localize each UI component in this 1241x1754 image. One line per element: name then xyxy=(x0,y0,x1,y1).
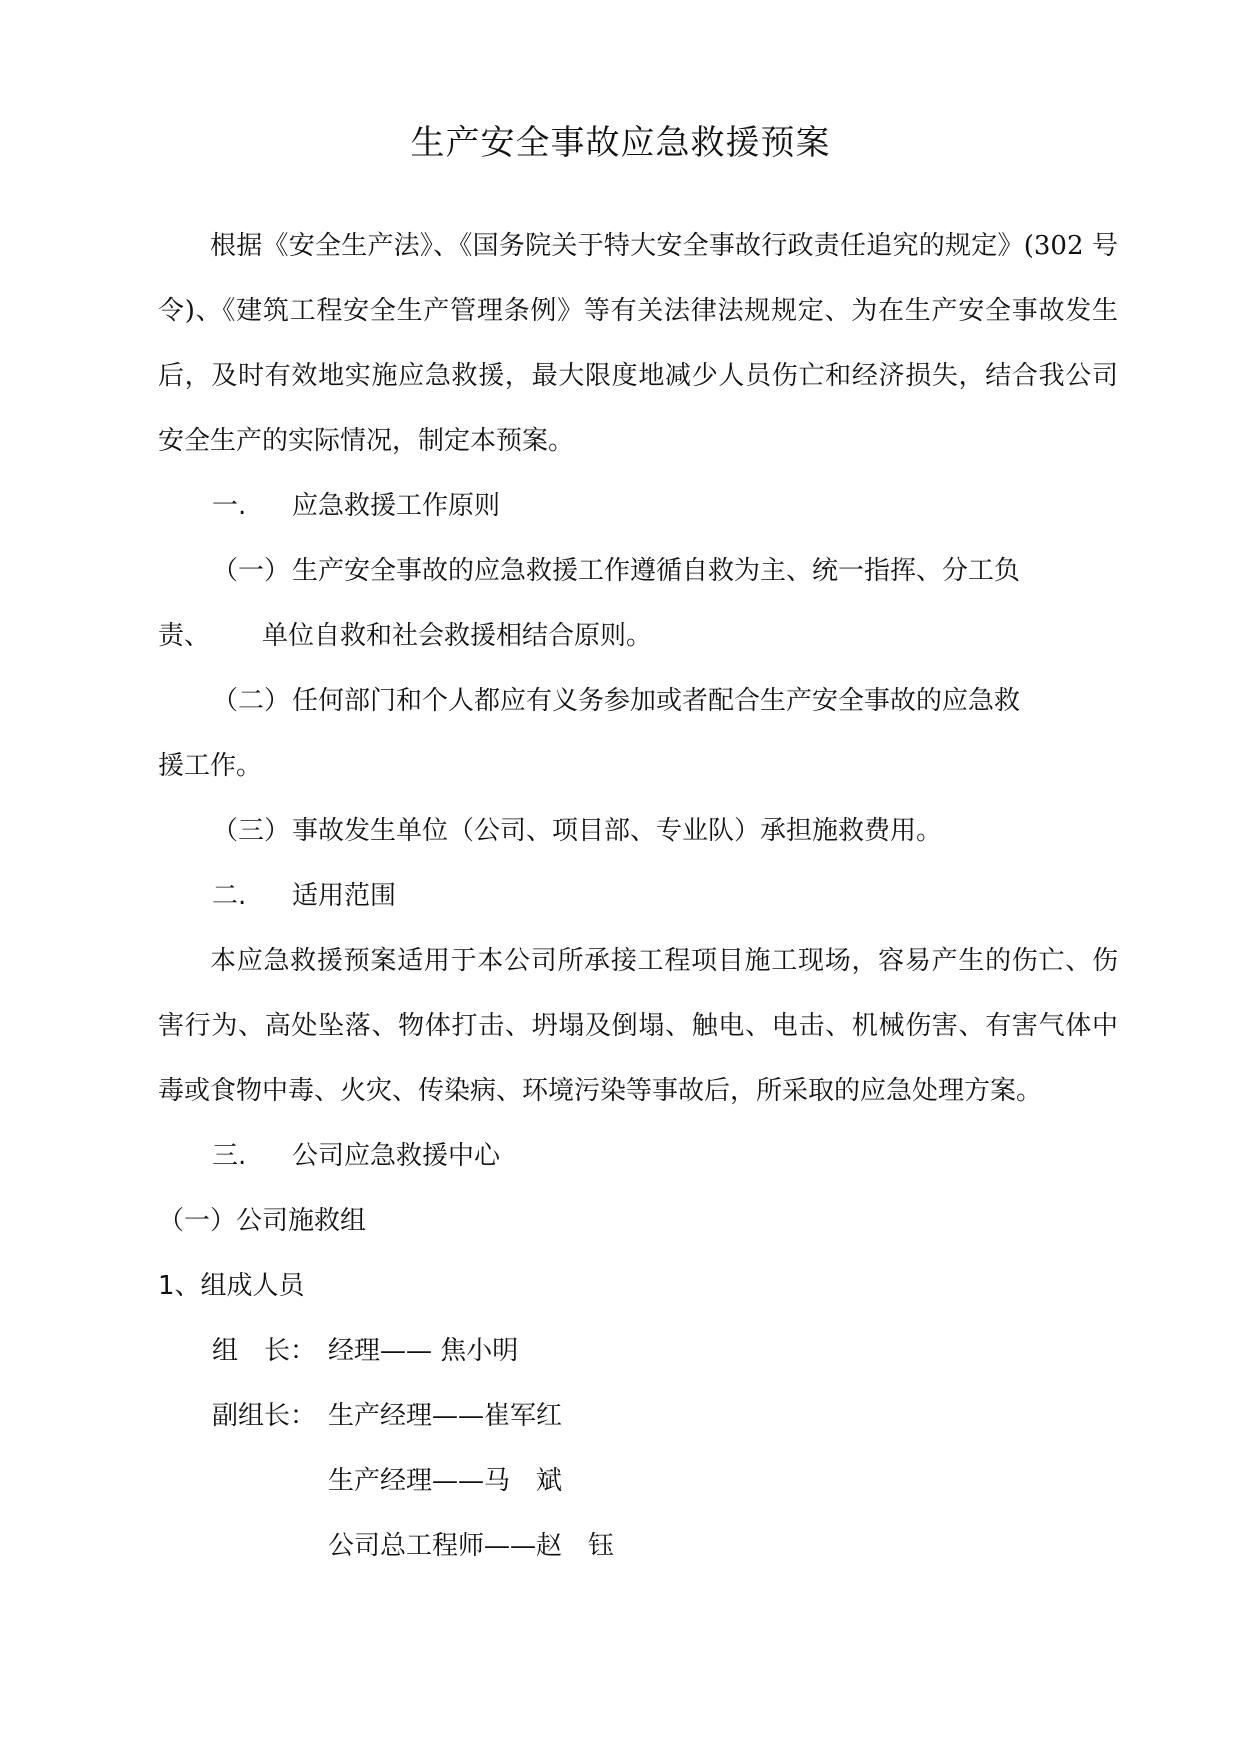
member-name: 经理—— 焦小明 xyxy=(328,1336,519,1366)
item-text: 任何部门和个人都应有义务参加或者配合生产安全事故的应急救 xyxy=(292,686,1021,716)
item-marker: （二） xyxy=(212,686,291,716)
member-name: 生产经理——马 斌 xyxy=(328,1466,563,1496)
intro-paragraph: 根据《安全生产法》、《国务院关于特大安全事故行政责任追究的规定》(302 号令)、《建筑工程安全生产管理条例》等有关法律法规规定、为在生产安全事故发生后，及时有效地实施应急救援，最大限度地减少人员伤亡和经济损失，结合我公司安全生产的实际情况，制定本预案。 xyxy=(158,231,1118,456)
deputy-line xyxy=(158,1384,1118,1449)
section-number: 三. xyxy=(212,1141,247,1171)
leader-line xyxy=(158,1319,1118,1384)
item-text-continued: 责、 xyxy=(158,621,211,651)
members-heading: 1、组成人员 xyxy=(158,1271,305,1301)
scope-paragraph: 本应急救援预案适用于本公司所承接工程项目施工现场，容易产生的伤亡、伤害行为、高处坠落、物体打击、坍塌及倒塌、触电、电击、机械伤害、有害气体中毒或食物中毒、火灾、传染病、环境污染等事故后，所采取的应急处理方案。 xyxy=(158,946,1118,1106)
section-number: 一. xyxy=(212,491,247,521)
section-title: 应急救援工作原则 xyxy=(292,491,501,521)
document-title: 生产安全事故应急救援预案 xyxy=(410,123,831,163)
section-title: 适用范围 xyxy=(292,881,397,911)
item-marker: （三） xyxy=(212,816,291,846)
item-text-continued: 援工作。 xyxy=(158,751,263,781)
principle-item-2 xyxy=(158,669,1118,799)
principle-item-1 xyxy=(158,539,1118,669)
item-text-continued: 单位自救和社会救援相结合原则。 xyxy=(262,621,653,651)
section-title: 公司应急救援中心 xyxy=(292,1141,501,1171)
member-role: 副组长： xyxy=(212,1401,317,1431)
item-text: 事故发生单位（公司、项目部、专业队）承担施救费用。 xyxy=(292,816,943,846)
group-heading: （一）公司施救组 xyxy=(158,1206,367,1236)
section-heading-center xyxy=(158,1124,1118,1189)
member-role: 组 长： xyxy=(212,1336,317,1366)
section-heading-scope xyxy=(158,864,1118,929)
section-heading-principles xyxy=(158,474,1118,539)
member-name: 公司总工程师——赵 钰 xyxy=(328,1531,615,1561)
item-marker: （一） xyxy=(212,556,291,586)
document-body xyxy=(158,214,1118,1579)
section-number: 二. xyxy=(212,881,247,911)
principle-item-3 xyxy=(158,799,1118,864)
member-name: 生产经理——崔军红 xyxy=(328,1401,563,1431)
deputy-line xyxy=(158,1514,1118,1579)
item-text: 生产安全事故的应急救援工作遵循自救为主、统一指挥、分工负 xyxy=(292,556,1021,586)
deputy-line xyxy=(158,1449,1118,1514)
